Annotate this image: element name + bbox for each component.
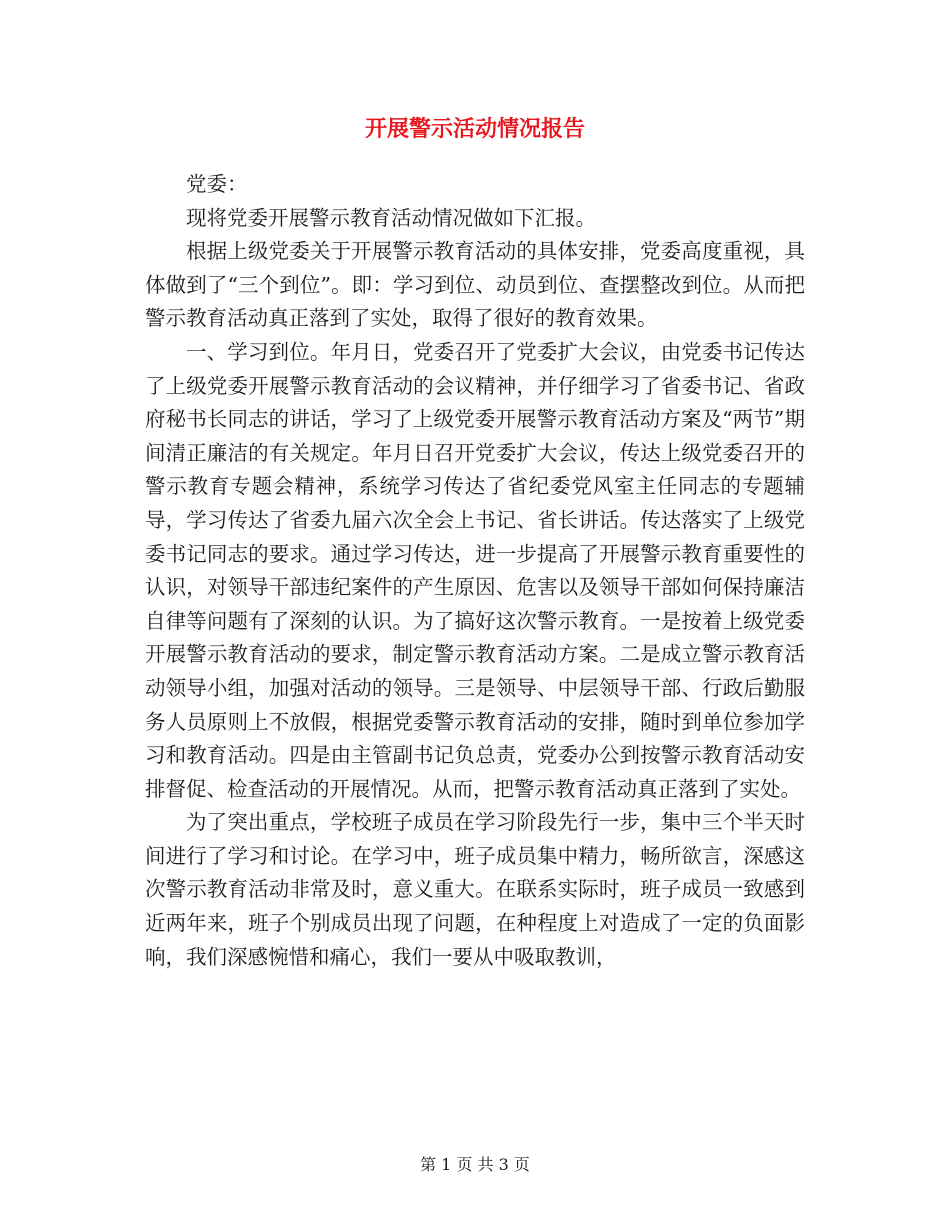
body-paragraph: 根据上级党委关于开展警示教育活动的具体安排，党委高度重视，具体做到了“三个到位”。即：学习到位、动员到位、查摆整改到位。从而把警示教育活动真正落到了实处，取得了很好的教育效果。 [145, 239, 805, 331]
page-footer [0, 1154, 950, 1176]
body-paragraph: 为了突出重点，学校班子成员在学习阶段先行一步，集中三个半天时间进行了学习和讨论。在学习中，班子成员集中精力，畅所欲言，深感这次警示教育活动非常及时，意义重大。在联系实际时，班子成员一致感到近两年来，班子个别成员出现了问题，在种程度上对造成了一定的负面影响，我们深感惋惜和痛心，我们一要从中吸取教训， [145, 810, 805, 969]
body-paragraph: 现将党委开展警示教育活动情况做如下汇报。 [186, 205, 596, 230]
page-number: 第 1 页 共 3 页 [420, 1155, 530, 1174]
salutation: 党委： [186, 172, 248, 196]
document-title: 开展警示活动情况报告 [364, 116, 585, 142]
body-paragraph: 一、学习到位。年月日，党委召开了党委扩大会议，由党委书记传达了上级党委开展警示教育活动的会议精神，并仔细学习了省委书记、省政府秘书长同志的讲话，学习了上级党委开展警示教育活动方案及“两节”期间清正廉洁的有关规定。年月日召开党委扩大会议，传达上级党委召开的警示教育专题会精神，系统学习传达了省纪委党风室主任同志的专题辅导，学习传达了省委九届六次全会上书记、省长讲话。传达落实了上级党委书记同志的要求。通过学习传达，进一步提高了开展警示教育重要性的认识，对领导干部违纪案件的产生原因、危害以及领导干部如何保持廉洁自律等问题有了深刻的认识。为了搞好这次警示教育。一是按着上级党委开展警示教育活动的要求，制定警示教育活动方案。二是成立警示教育活动领导小组，加强对活动的领导。三是领导、中层领导干部、行政后勤服务人员原则上不放假，根据党委警示教育活动的安排，随时到单位参加学习和教育活动。四是由主管副书记负总责，党委办公到按警示教育活动安排督促、检查活动的开展情况。从而，把警示教育活动真正落到了实处。 [145, 339, 805, 801]
document-body [145, 168, 805, 974]
